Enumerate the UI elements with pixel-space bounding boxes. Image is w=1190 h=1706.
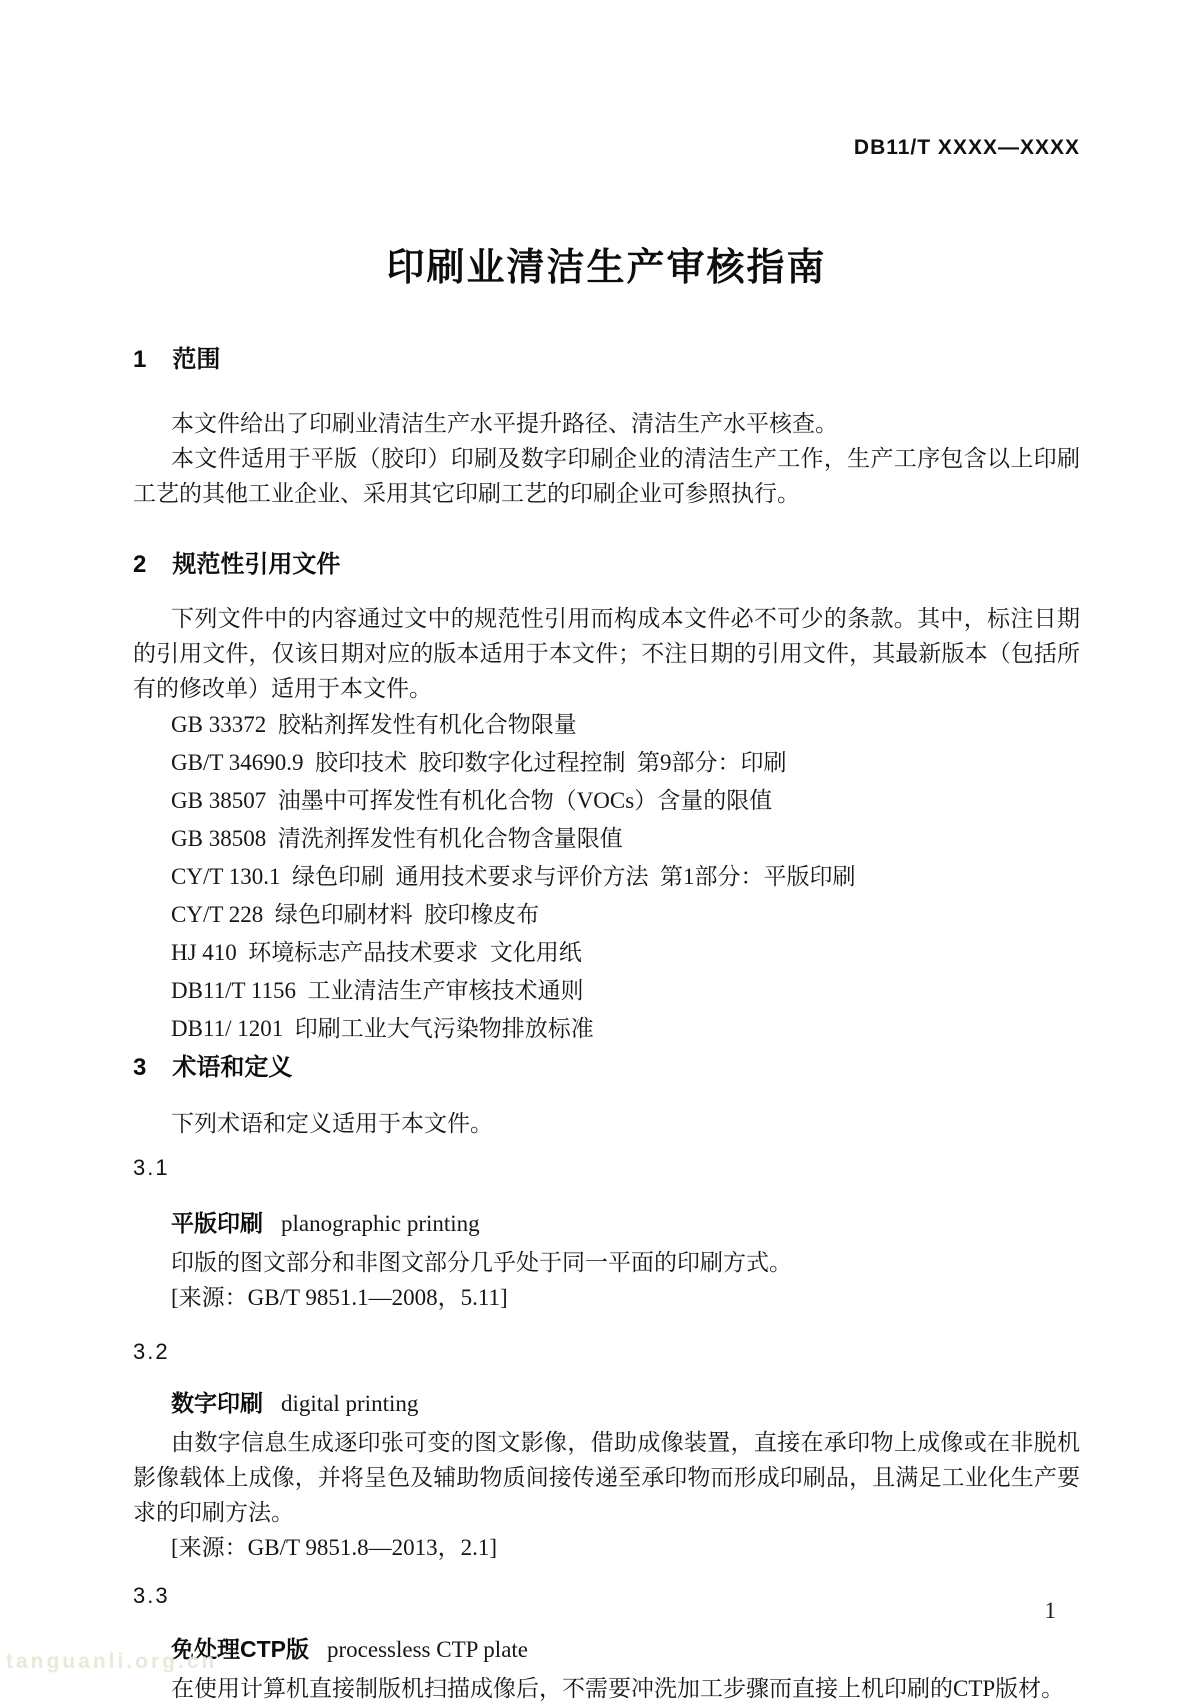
- reference-item: CY/T 130.1 绿色印刷 通用技术要求与评价方法 第1部分：平版印刷: [171, 864, 856, 889]
- term-2-name-en: digital printing: [281, 1391, 419, 1416]
- scope-paragraph-2: 本文件适用于平版（胶印）印刷及数字印刷企业的清洁生产工作，生产工序包含以上印刷工艺的其他工业企业、采用其它印刷工艺的印刷企业可参照执行。: [133, 446, 1080, 506]
- term-2-heading: [171, 1387, 1080, 1423]
- term-1-heading: [171, 1207, 1080, 1243]
- term-1-definition: 印版的图文部分和非图文部分几乎处于同一平面的印刷方式。: [171, 1250, 792, 1275]
- reference-item: GB 38507 油墨中可挥发性有机化合物（VOCs）含量的限值: [171, 788, 773, 813]
- page-number: 1: [1044, 1598, 1056, 1623]
- section-3-title: 术语和定义: [172, 1054, 293, 1081]
- section-3-number: 3: [133, 1054, 147, 1081]
- section-2-title: 规范性引用文件: [172, 551, 341, 578]
- term-3-id: 3.3: [133, 1583, 170, 1608]
- reference-item: CY/T 228 绿色印刷材料 胶印橡皮布: [171, 902, 540, 927]
- term-1-id: 3.1: [133, 1155, 170, 1180]
- reference-item: GB/T 34690.9 胶印技术 胶印数字化过程控制 第9部分：印刷: [171, 750, 787, 775]
- term-1-source: [来源：GB/T 9851.1—2008，5.11]: [171, 1285, 508, 1310]
- term-2-source: [来源：GB/T 9851.8—2013，2.1]: [171, 1535, 498, 1560]
- header-doc-code: DB11/T XXXX—XXXX: [853, 136, 1080, 159]
- reference-item: DB11/ 1201 印刷工业大气污染物排放标准: [171, 1016, 594, 1041]
- reference-item: HJ 410 环境标志产品技术要求 文化用纸: [171, 940, 582, 965]
- term-2-id: 3.2: [133, 1339, 170, 1364]
- term-3-definition: 在使用计算机直接制版机扫描成像后，不需要冲洗加工步骤而直接上机印刷的CTP版材。: [171, 1676, 1065, 1701]
- watermark-text: tanguanli.org.cn: [6, 1650, 218, 1673]
- term-2-definition: 由数字信息生成逐印张可变的图文影像，借助成像装置，直接在承印物上成像或在非脱机影像载体上成像，并将呈色及辅助物质间接传递至承印物而形成印刷品，且满足工业化生产要求的印刷方法。: [133, 1430, 1080, 1525]
- section-2-number: 2: [133, 551, 147, 578]
- term-3-heading: [171, 1633, 1080, 1669]
- document-title: 印刷业清洁生产审核指南: [386, 247, 827, 289]
- section-1-number: 1: [133, 346, 147, 373]
- section-1-heading: [133, 344, 1080, 376]
- section-2-heading: [133, 549, 1080, 581]
- term-3-name-en: processless CTP plate: [327, 1637, 529, 1662]
- normative-references-list: [133, 706, 1080, 1048]
- scope-paragraph-1: 本文件给出了印刷业清洁生产水平提升路径、清洁生产水平核查。: [171, 411, 838, 436]
- reference-item: GB 38508 清洗剂挥发性有机化合物含量限值: [171, 826, 623, 851]
- references-intro-paragraph: 下列文件中的内容通过文中的规范性引用而构成本文件必不可少的条款。其中，标注日期的引用文件，仅该日期对应的版本适用于本文件；不注日期的引用文件，其最新版本（包括所有的修改单）适用于本文件。: [133, 606, 1080, 701]
- term-3-name-zh: 免处理CTP版: [171, 1636, 309, 1662]
- term-1-name-en: planographic printing: [281, 1211, 480, 1236]
- reference-item: DB11/T 1156 工业清洁生产审核技术通则: [171, 978, 584, 1003]
- section-3-heading: [133, 1052, 1080, 1084]
- terms-intro-paragraph: 下列术语和定义适用于本文件。: [171, 1111, 493, 1136]
- reference-item: GB 33372 胶粘剂挥发性有机化合物限量: [171, 712, 577, 737]
- term-2-name-zh: 数字印刷: [171, 1390, 263, 1416]
- term-1-name-zh: 平版印刷: [171, 1210, 263, 1236]
- section-1-title: 范围: [172, 346, 221, 373]
